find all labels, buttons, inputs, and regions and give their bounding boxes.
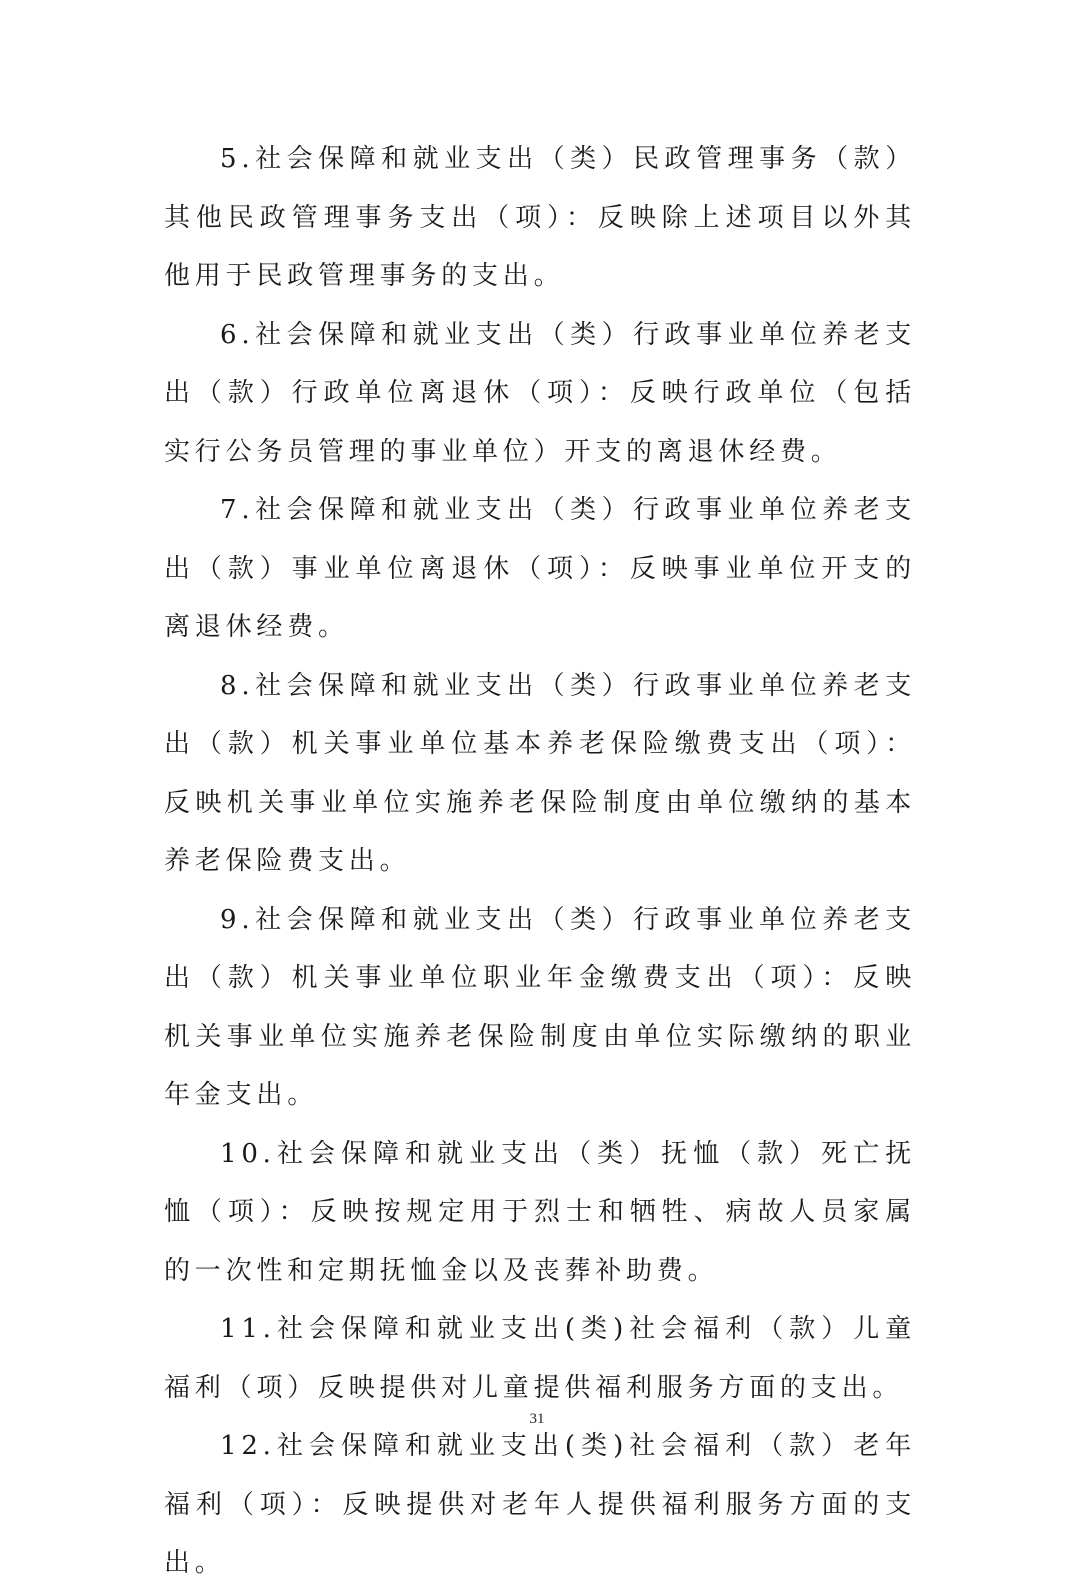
paragraph-item-6: 6.社会保障和就业支出（类）行政事业单位养老支出（款）行政单位离退休（项）：反映行政单位（包括实行公务员管理的事业单位）开支的离退休经费。 <box>164 319 916 467</box>
paragraph-item-8: 8.社会保障和就业支出（类）行政事业单位养老支出（款）机关事业单位基本养老保险缴费支出（项）：反映机关事业单位实施养老保险制度由单位缴纳的基本养老保险费支出。 <box>164 670 916 876</box>
paragraph-item-12: 12.社会保障和就业支出(类)社会福利（款）老年福利（项）：反映提供对老年人提供福利服务方面的支出。 <box>164 1431 916 1578</box>
page-number: 31 <box>529 1411 545 1427</box>
paragraph-item-5: 5.社会保障和就业支出（类）民政管理事务（款）其他民政管理事务支出（项）：反映除上述项目以外其他用于民政管理事务的支出。 <box>164 144 916 291</box>
document-body <box>164 130 916 1593</box>
paragraph-item-11: 11.社会保障和就业支出(类)社会福利（款）儿童福利（项）反映提供对儿童提供福利服务方面的支出。 <box>164 1314 916 1403</box>
paragraph-item-9: 9.社会保障和就业支出（类）行政事业单位养老支出（款）机关事业单位职业年金缴费支出（项）：反映机关事业单位实施养老保险制度由单位实际缴纳的职业年金支出。 <box>164 904 916 1110</box>
paragraph-item-10: 10.社会保障和就业支出（类）抚恤（款）死亡抚恤（项）：反映按规定用于烈士和牺牲、病故人员家属的一次性和定期抚恤金以及丧葬补助费。 <box>164 1138 916 1286</box>
paragraph-item-7: 7.社会保障和就业支出（类）行政事业单位养老支出（款）事业单位离退休（项）：反映事业单位开支的离退休经费。 <box>164 495 916 642</box>
